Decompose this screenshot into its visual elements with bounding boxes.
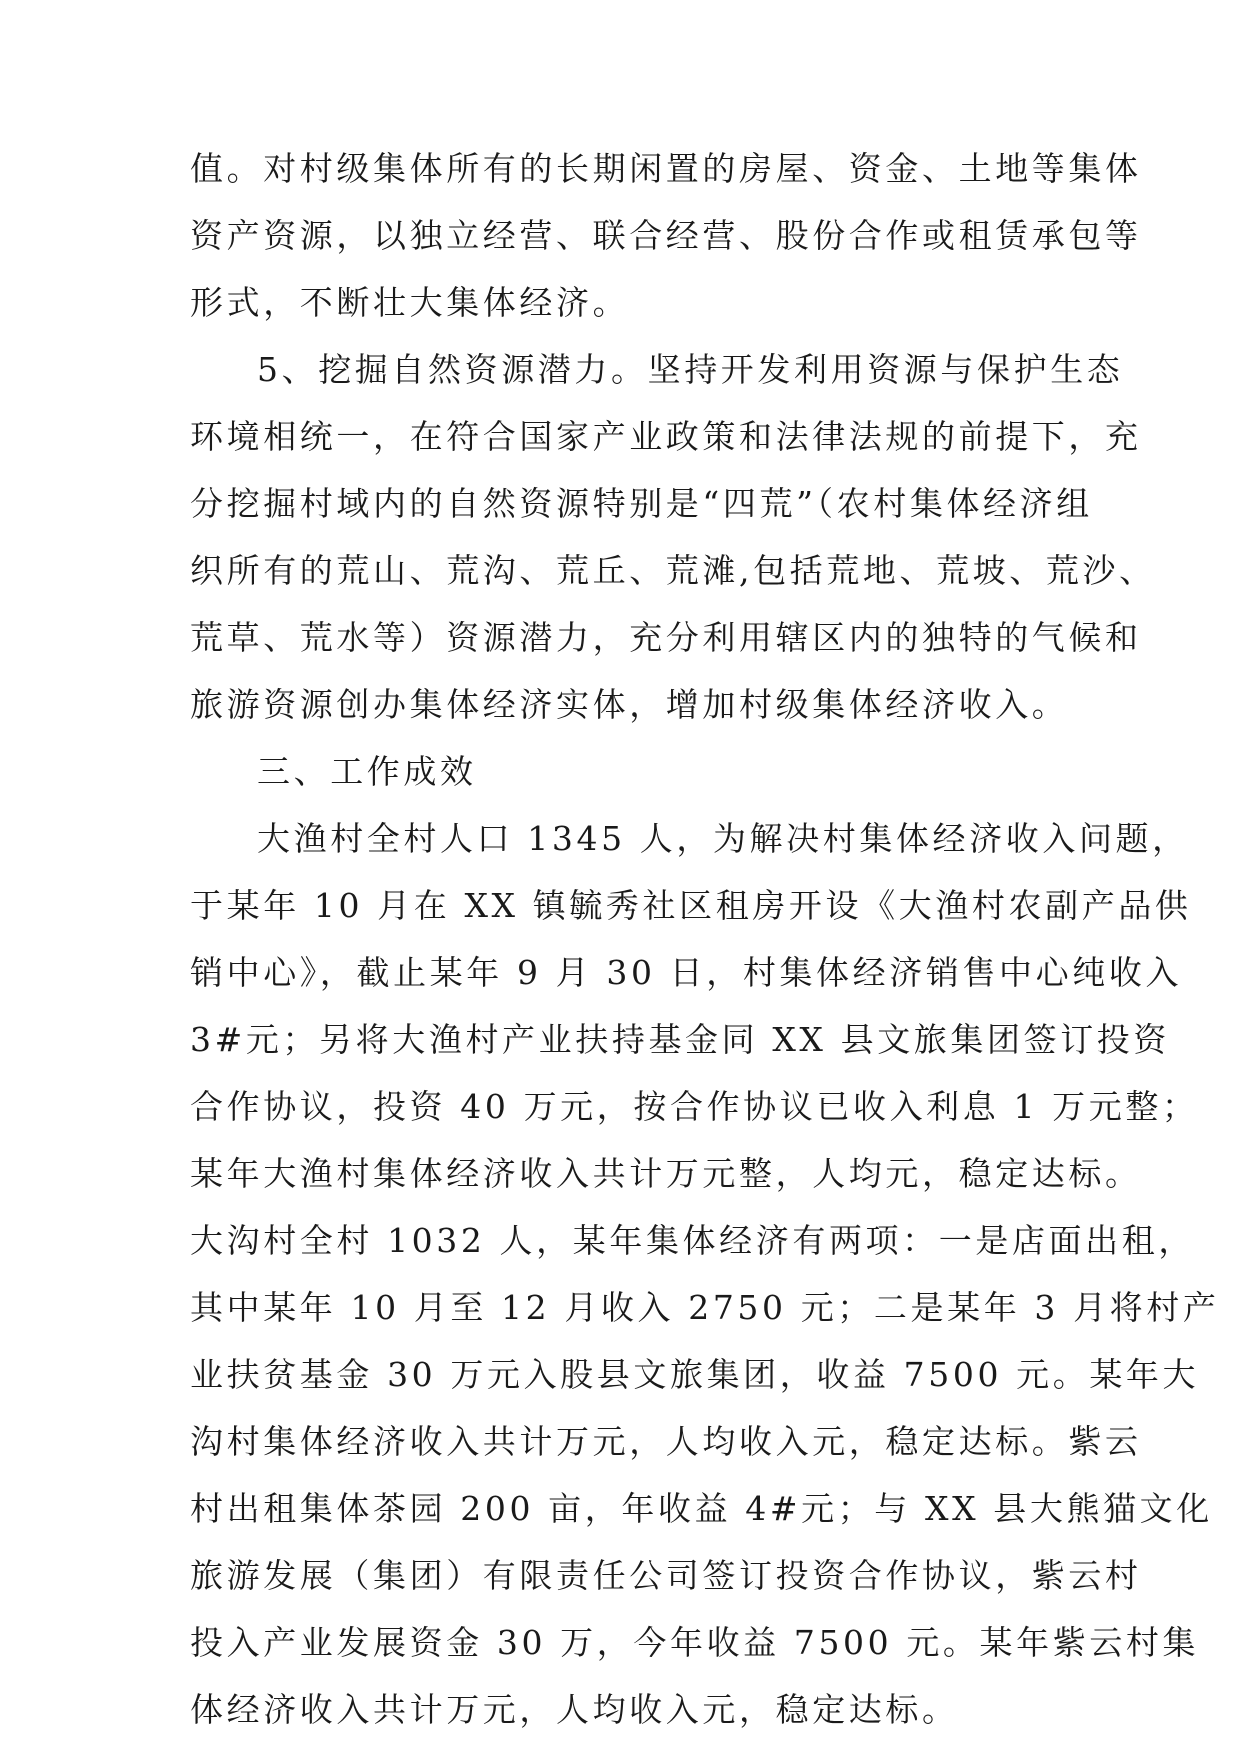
text-line: 业扶贫基金 30 万元入股县文旅集团，收益 7500 元。某年大 (190, 1355, 1200, 1394)
text-line: 合作协议，投资 40 万元，按合作协议已收入利息 1 万元整； (190, 1087, 1199, 1126)
text-line: 于某年 10 月在 XX 镇毓秀社区租房开设《大渔村农副产品供 (190, 886, 1192, 925)
paragraph-heading-5: 5、挖掘自然资源潜力。坚持开发利用资源与保护生态 (257, 350, 1124, 389)
text-line: 沟村集体经济收入共计万元，人均收入元，稳定达标。紫云 (190, 1422, 1142, 1461)
text-line: 分挖掘村域内的自然资源特别是“四荒”（农村集体经济组 (190, 484, 1093, 523)
text-line: 销中心》，截止某年 9 月 30 日，村集体经济销售中心纯收入 (190, 953, 1183, 992)
section-heading: 三、工作成效 (257, 752, 477, 791)
text-line: 形式，不断壮大集体经济。 (190, 283, 630, 322)
text-line: 资产资源，以独立经营、联合经营、股份合作或租赁承包等 (190, 216, 1142, 255)
text-line: 其中某年 10 月至 12 月收入 2750 元；二是某年 3 月将村产 (190, 1288, 1220, 1327)
text-line: 旅游资源创办集体经济实体，增加村级集体经济收入。 (190, 685, 1069, 724)
text-line: 村出租集体茶园 200 亩，年收益 4#元；与 XX 县大熊猫文化 (190, 1489, 1213, 1528)
text-line: 大沟村全村 1032 人，某年集体经济有两项：一是店面出租， (190, 1221, 1195, 1260)
text-line: 某年大渔村集体经济收入共计万元整，人均元，稳定达标。 (190, 1154, 1142, 1193)
text-line: 环境相统一，在符合国家产业政策和法律法规的前提下，充 (190, 417, 1142, 456)
text-line: 体经济收入共计万元，人均收入元，稳定达标。 (190, 1690, 959, 1729)
text-line: 大渔村全村人口 1345 人，为解决村集体经济收入问题， (257, 819, 1189, 858)
text-line: 旅游发展（集团）有限责任公司签订投资合作协议，紫云村 (190, 1556, 1142, 1595)
text-line: 3#元；另将大渔村产业扶持基金同 XX 县文旅集团签订投资 (190, 1020, 1171, 1059)
text-line: 投入产业发展资金 30 万，今年收益 7500 元。某年紫云村集 (190, 1623, 1200, 1662)
text-line: 荒草、荒水等）资源潜力，充分利用辖区内的独特的气候和 (190, 618, 1142, 657)
text-line: 织所有的荒山、荒沟、荒丘、荒滩,包括荒地、荒坡、荒沙、 (190, 551, 1156, 590)
text-line: 值。对村级集体所有的长期闲置的房屋、资金、土地等集体 (190, 149, 1142, 188)
